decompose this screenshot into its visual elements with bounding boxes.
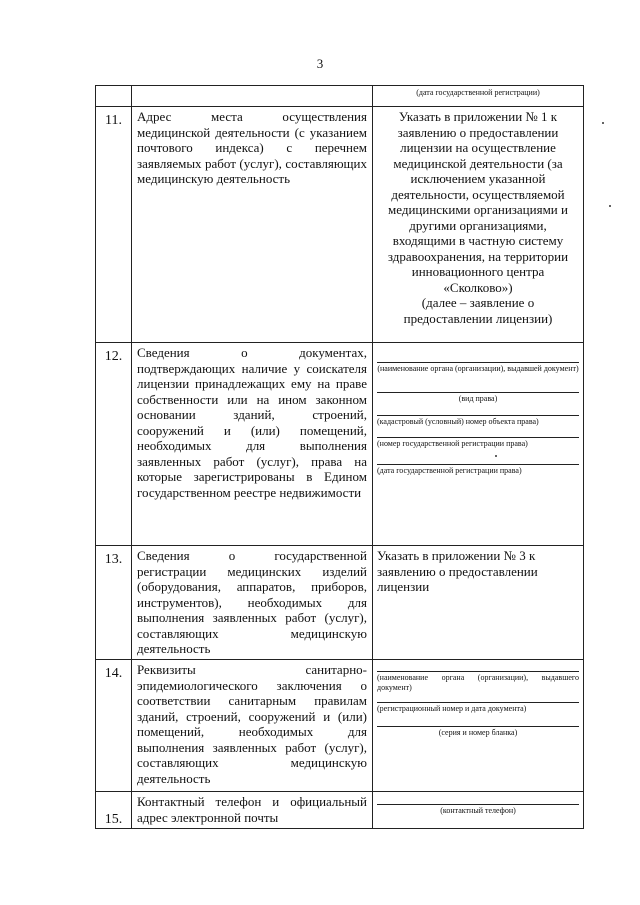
row-number: 12. bbox=[96, 343, 132, 546]
registration-date-field[interactable] bbox=[377, 464, 579, 476]
row-value: Указать в приложении № 1 к заявлению о предоставлении лицензии на осуществление медицинской деятельности (за исключением указанной деятельности, осуществляемой медицинскими организациями и другими организациями, входящими в частную систему здравоохранения, на территории инновационного центра «Сколково») bbox=[387, 109, 569, 295]
field-caption: (наименование органа (организации), выдавшей документ) bbox=[377, 364, 579, 373]
row-number: 14. bbox=[96, 660, 132, 792]
row-description: Контактный телефон и официальный адрес электронной почты bbox=[132, 792, 373, 829]
application-form-table bbox=[95, 85, 584, 829]
value-cell bbox=[373, 86, 584, 107]
field-caption: (дата государственной регистрации права) bbox=[377, 466, 522, 475]
scan-speck bbox=[602, 122, 604, 124]
number-cell bbox=[96, 86, 132, 107]
row-description: Сведения о государственной регистрации медицинских изделий (оборудования, аппаратов, приборов, инструментов), необходимых для выполнения заявленных работ (услуг), составляющих медицинскую деятельность bbox=[132, 546, 373, 660]
right-type-field[interactable] bbox=[377, 392, 579, 404]
field-caption: (регистрационный номер и дата документа) bbox=[377, 704, 527, 713]
cadastral-number-field[interactable] bbox=[377, 415, 579, 427]
table-row-11 bbox=[96, 107, 584, 343]
value-cell bbox=[373, 343, 584, 546]
table-row-continuation bbox=[96, 86, 584, 107]
registration-date-caption: (дата государственной регистрации) bbox=[416, 88, 540, 97]
field-caption: (вид права) bbox=[458, 393, 498, 403]
row-number: 11. bbox=[96, 107, 132, 343]
field-caption: (серия и номер бланка) bbox=[438, 727, 518, 737]
issuing-authority-field[interactable] bbox=[377, 362, 579, 374]
description-cell bbox=[132, 86, 373, 107]
value-cell bbox=[373, 107, 584, 343]
row-number: 13. bbox=[96, 546, 132, 660]
field-caption: (номер государственной регистрации права) bbox=[377, 438, 528, 448]
document-number-date-field[interactable] bbox=[377, 702, 579, 714]
scan-speck bbox=[609, 205, 611, 207]
table-row-14 bbox=[96, 660, 584, 792]
registration-number-field[interactable] bbox=[377, 437, 579, 449]
table-row-15 bbox=[96, 792, 584, 829]
row-description: Сведения о документах, подтверждающих наличие у соискателя лицензии принадлежащих ему на праве собственности или на ином законном основании зданий, строений, сооружений и (или) помещений, необходимых для выполнения заявленных работ (услуг), права на которые зарегистрированы в Едином государственном реестре недвижимости bbox=[132, 343, 373, 546]
blank-series-number-field[interactable] bbox=[377, 726, 579, 738]
page-number: 3 bbox=[316, 56, 324, 71]
value-cell bbox=[373, 792, 584, 829]
field-caption: (контактный телефон) bbox=[440, 806, 516, 815]
contact-phone-field[interactable] bbox=[377, 804, 579, 816]
row-value: Указать в приложении № 3 к заявлению о предоставлении лицензии bbox=[377, 548, 538, 594]
row-description: Адрес места осуществления медицинской деятельности (с указанием почтового индекса) с перечнем заявляемых работ (услуг), составляющих медицинскую деятельность bbox=[132, 107, 373, 343]
field-caption: (кадастровый (условный) номер объекта права) bbox=[377, 417, 539, 426]
row-value-tail: (далее – заявление о предоставлении лицензии) bbox=[403, 295, 553, 326]
table-row-12 bbox=[96, 343, 584, 546]
value-cell bbox=[373, 546, 584, 660]
scan-speck bbox=[495, 455, 497, 457]
value-cell bbox=[373, 660, 584, 792]
row-number: 15. bbox=[96, 792, 132, 829]
row-description: Реквизиты санитарно-эпидемиологического заключения о соответствии санитарным правилам зданий, строений, сооружений и (или) помещений, необходимых для выполнения заявленных работ (услуг), составляющих медицинскую деятельность bbox=[132, 660, 373, 792]
field-caption: (наименование органа (организации), выдавшего документ) bbox=[377, 673, 579, 692]
sanitary-authority-field[interactable] bbox=[377, 671, 579, 692]
table-row-13 bbox=[96, 546, 584, 660]
